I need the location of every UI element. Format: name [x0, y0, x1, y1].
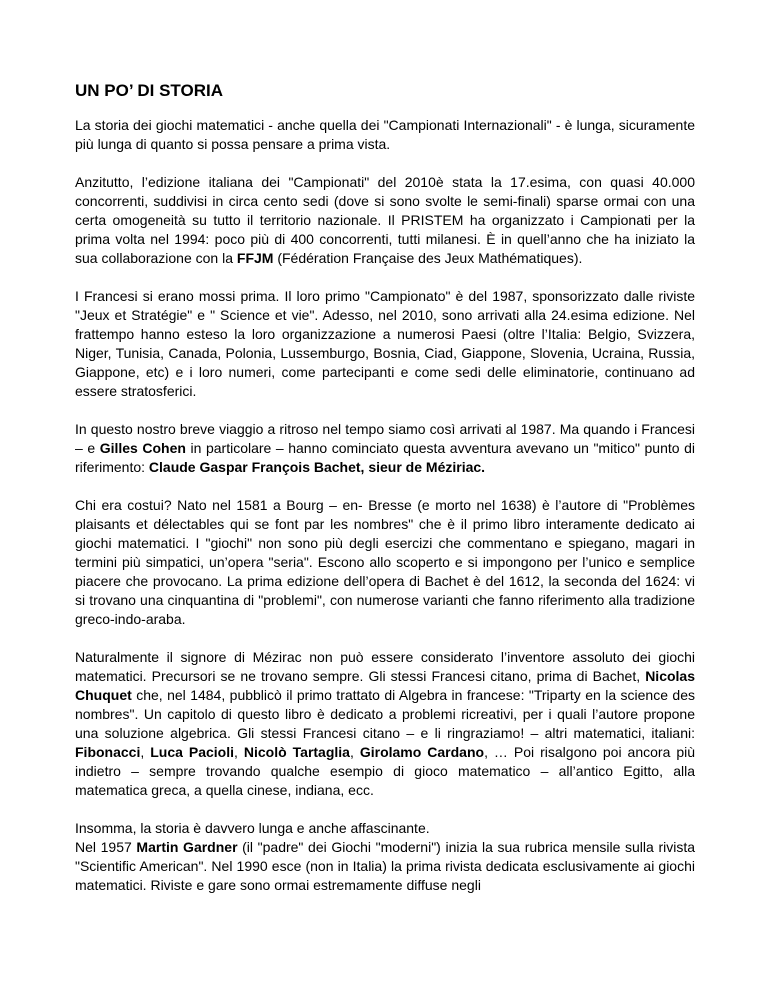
- paragraph-gardner: [75, 819, 695, 895]
- bold-chuquet: Nicolas Chuquet: [75, 668, 695, 703]
- text-span: Naturalmente il signore di Mézirac non può essere considerato l’inventore assoluto dei giochi matematici. Precursori se ne trovano sempre. Gli stessi Francesi citano, prima di Bachet,: [75, 649, 695, 684]
- bold-ffjm: FFJM: [236, 250, 274, 266]
- bold-bachet: Claude Gaspar François Bachet, sieur de Méziriac.: [148, 459, 486, 475]
- text-span: Anzitutto, l’edizione italiana dei "Campionati" del 2010è stata la 17.esima, con quasi 40.000 concorrenti, suddivisi in circa cento sedi (dove si sono svolte le semi-finali) sparse ormai con una certa omogeneità su tutto il territorio nazionale. Il PRISTEM ha organizzato i Campionati per la prima volta nel 1994: poco più di 400 concorrenti, tutti milanesi. È in quell’anno che ha iniziato la sua collaborazione con la: [75, 174, 695, 266]
- text-span: che, nel 1484, pubblicò il primo trattato di Algebra in francese: "Triparty en la science des nombres". Un capitolo di questo libro è dedicato a problemi ricreativi, per i quali l’autore propone una soluzione algebrica. Gli stessi Francesi citano – e li ringraziamo! – altri matematici, italiani:: [75, 687, 695, 741]
- bold-martin-gardner: Martin Gardner: [136, 839, 238, 855]
- text-span: (Fédération Française des Jeux Mathématiques).: [273, 250, 583, 266]
- paragraph-bachet-reference: [75, 420, 695, 477]
- paragraph-bachet-bio: Chi era costui? Nato nel 1581 a Bourg – en- Bresse (e morto nel 1638) è l’autore di "Problèmes plaisants et délectables qui se font par les nombres" che è il primo libro interamente dedicato ai giochi matematici. I "giochi" non sono più degli esercizi che commentano e spiegano, magari in termini più simpatici, un’opera "seria". Escono allo scoperto e si impongono per l’unico e semplice piacere che provocano. La prima edizione dell’opera di Bachet è del 1612, la seconda del 1624: vi si trovano una cinquantina di "problemi", con numerose varianti che fanno riferimento alla tradizione greco-indo-araba.: [75, 497, 695, 627]
- paragraph-italian-edition: [75, 173, 695, 268]
- text-span: Insomma, la storia è davvero lunga e anche affascinante.: [75, 820, 430, 836]
- bold-fibonacci: Fibonacci: [75, 744, 141, 760]
- bold-gilles-cohen: Gilles Cohen: [99, 440, 186, 456]
- text-span: In questo nostro breve viaggio a ritroso nel tempo siamo così arrivati al 1987. Ma quando i Francesi – e: [75, 421, 695, 456]
- text-span: , … Poi risalgono poi ancora più indietro – sempre trovando qualche esempio di gioco matematico – all’antico Egitto, alla matematica greca, a quella cinese, indiana, ecc.: [75, 744, 696, 798]
- bold-pacioli: Luca Pacioli: [150, 744, 235, 760]
- document-page: [75, 80, 695, 895]
- paragraph-intro: La storia dei giochi matematici - anche quella dei "Campionati Internazionali" - è lunga, sicuramente più lunga di quanto si possa pensare a prima vista.: [75, 117, 695, 152]
- text-span: ,: [234, 744, 244, 760]
- text-span: (il "padre" dei Giochi "moderni") inizia la sua rubrica mensile sulla rivista "Scientific American". Nel 1990 esce (non in Italia) la prima rivista dedicata esclusivamente ai giochi matematici. Riviste e gare sono ormai estremamente diffuse negli: [75, 839, 695, 893]
- bold-tartaglia: Nicolò Tartaglia: [243, 744, 350, 760]
- text-span: in particolare – hanno cominciato questa avventura avevano un "mitico" punto di riferimento:: [75, 440, 695, 475]
- page-title: UN PO’ DI STORIA: [75, 81, 223, 100]
- bold-cardano: Girolamo Cardano: [359, 744, 485, 760]
- text-span: Nel 1957: [75, 839, 137, 855]
- paragraph-precursors: [75, 648, 695, 800]
- text-span: ,: [140, 744, 151, 760]
- text-span: ,: [349, 744, 360, 760]
- paragraph-french-championships: I Francesi si erano mossi prima. Il loro primo "Campionato" è del 1987, sponsorizzato dalle riviste "Jeux et Stratégie" e " Science et vie". Adesso, nel 2010, sono arrivati alla 24.esima edizione. Nel frattempo hanno esteso la loro organizzazione a numerosi Paesi (oltre l’Italia: Belgio, Svizzera, Niger, Tunisia, Canada, Polonia, Lussemburgo, Bosnia, Ciad, Giappone, Slovenia, Ucraina, Russia, Giappone, etc) e i loro numeri, come partecipanti e come sedi delle eliminatorie, continuano ad essere stratosferici.: [75, 288, 695, 399]
